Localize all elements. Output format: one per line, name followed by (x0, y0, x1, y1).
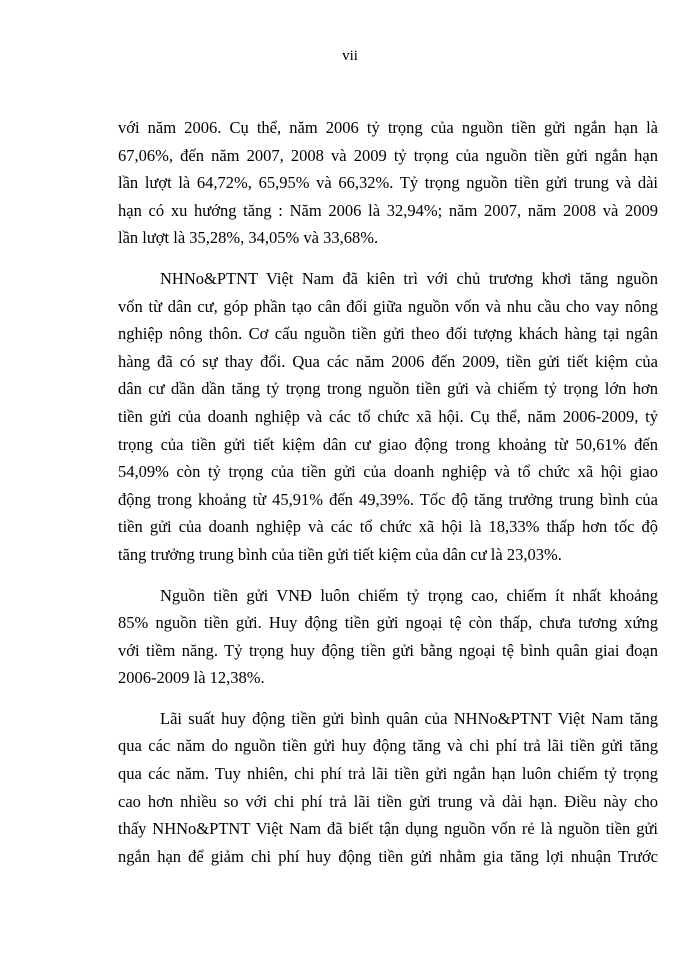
paragraph-3 (118, 582, 658, 692)
text-line: hàng đã có sự thay đổi. Qua các năm 2006 đến 2009, tiền gửi tiết kiệm của (118, 351, 658, 371)
text-line: cao hơn nhiều so với chi phí trả lãi tiền gửi trung và dài hạn. Điều này cho (118, 791, 658, 811)
paragraph-spacing (118, 252, 658, 265)
page-number: vii (342, 48, 358, 64)
text-line: với năm 2006. Cụ thể, năm 2006 tỷ trọng của nguồn tiền gửi ngắn hạn là (118, 118, 658, 137)
text-line: 54,09% còn tỷ trọng của tiền gửi của doanh nghiệp và tổ chức xã hội giao (118, 462, 658, 482)
text-line: 2006-2009 là 12,38%. (118, 668, 265, 688)
text-line: tiền gửi của doanh nghiệp và các tổ chức xã hội là 18,33% thấp hơn tốc độ (118, 517, 658, 537)
text-line: qua các năm do nguồn tiền gửi huy động tăng và chi phí trả lãi tiền gửi tăng (118, 736, 658, 756)
text-line: ngắn hạn để giảm chi phí huy động tiền gửi nhằm gia tăng lợi nhuận Trước (118, 846, 658, 866)
body-text (118, 114, 658, 870)
text-line: 67,06%, đến năm 2007, 2008 và 2009 tỷ trọng của nguồn tiền gửi ngắn hạn (118, 145, 658, 165)
paragraph-1 (118, 114, 658, 252)
text-line: tăng trưởng trung bình của tiền gửi tiết kiệm của dân cư là 23,03%. (118, 544, 562, 564)
text-line: với tiềm năng. Tỷ trọng huy động tiền gửi bằng ngoại tệ bình quân giai đoạn (118, 640, 658, 660)
paragraph-4 (118, 705, 658, 871)
text-line: Lãi suất huy động tiền gửi bình quân của NHNo&PTNT Việt Nam tăng (160, 708, 658, 728)
text-line: dân cư dần dần tăng tỷ trọng trong nguồn tiền gửi và chiếm tỷ trọng lớn hơn (118, 379, 658, 399)
text-line: hạn có xu hướng tăng : Năm 2006 là 32,94%; năm 2007, năm 2008 và 2009 (118, 200, 658, 220)
text-line: trọng của tiền gửi tiết kiệm dân cư giao động trong khoảng từ 50,61% đến (118, 434, 658, 454)
text-line: lần lượt là 64,72%, 65,95% và 66,32%. Tỷ trọng nguồn tiền gửi trung và dài (118, 173, 658, 193)
text-line: nghiệp nông thôn. Cơ cấu nguồn tiền gửi theo đối tượng khách hàng tại ngân (118, 324, 658, 344)
text-line: tiền gửi của doanh nghiệp và các tổ chức xã hội. Cụ thể, năm 2006-2009, tỷ (118, 406, 658, 426)
text-line: qua các năm. Tuy nhiên, chi phí trả lãi tiền gửi ngắn hạn luôn chiếm tỷ trọng (118, 764, 658, 784)
text-line: NHNo&PTNT Việt Nam đã kiên trì với chủ trương khơi tăng nguồn (160, 268, 658, 288)
text-line: lần lượt là 35,28%, 34,05% và 33,68%. (118, 228, 379, 248)
paragraph-spacing (118, 692, 658, 705)
text-line: vốn từ dân cư, góp phần tạo cân đối giữa nguồn vốn và nhu cầu cho vay nông (118, 296, 658, 316)
paragraph-spacing (118, 569, 658, 582)
text-line: thấy NHNo&PTNT Việt Nam đã biết tận dụng nguồn vốn rẻ là nguồn tiền gửi (118, 819, 658, 839)
text-line: 85% nguồn tiền gửi. Huy động tiền gửi ngoại tệ còn thấp, chưa tương xứng (118, 613, 658, 633)
text-line: động trong khoảng từ 45,91% đến 49,39%. Tốc độ tăng trưởng trung bình của (118, 489, 658, 509)
paragraph-2 (118, 265, 658, 569)
text-line: Nguồn tiền gửi VNĐ luôn chiếm tỷ trọng cao, chiếm ít nhất khoảng (160, 585, 658, 605)
